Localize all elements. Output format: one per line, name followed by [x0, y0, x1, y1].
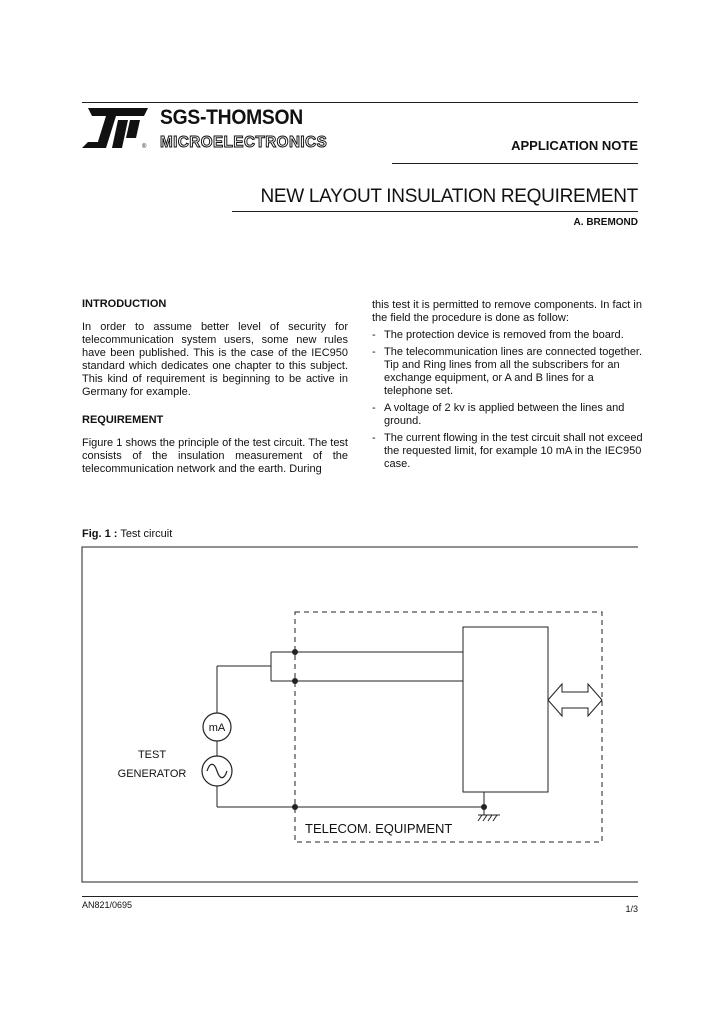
title-rule — [232, 211, 638, 212]
list-item: - A voltage of 2 kv is applied between the lines and ground. — [372, 402, 644, 428]
junction-dot — [292, 804, 298, 810]
figure-caption-text: Test circuit — [120, 528, 173, 540]
junction-dot — [292, 649, 298, 655]
requirement-text: Figure 1 shows the principle of the test circuit. The test consists of the insulation measurement of the telecommunication network and the earth. During — [82, 437, 348, 475]
requirement-continuation: this test it is permitted to remove components. In fact in the field the procedure is done as follow: — [372, 299, 642, 324]
author: A. BREMOND — [573, 217, 638, 228]
procedure-list — [372, 329, 644, 475]
brand-subtitle: MICROELECTRONICS — [160, 134, 328, 151]
junction-dot — [292, 678, 298, 684]
generator-label-1: TEST — [137, 749, 167, 761]
generator-label-2: GENERATOR — [117, 768, 187, 780]
figure-caption-label: Fig. 1 : — [82, 528, 118, 540]
svg-text:®: ® — [142, 144, 147, 150]
page-number: 1/3 — [625, 904, 638, 914]
document-type: APPLICATION NOTE — [511, 138, 638, 153]
bidirectional-arrow-icon — [548, 684, 602, 716]
st-logo — [82, 108, 152, 157]
ammeter-label: mA — [208, 722, 226, 734]
equipment-label: TELECOM. EQUIPMENT — [305, 821, 453, 836]
st-logo-icon — [82, 108, 152, 152]
ground-icon — [478, 807, 500, 821]
list-item: - The current flowing in the test circuit shall not exceed the requested limit, for example 10 mA in the IEC950 case. — [372, 432, 644, 471]
figure-caption — [82, 528, 172, 540]
introduction-text: In order to assume better level of security for telecommunication system users, some new rules have been published. This is the case of the IEC950 standard which dedicates one chapter to this subject. This kind of requirement is beginning to be active in Germany for example. — [82, 321, 348, 398]
brand-name: SGS-THOMSON — [160, 106, 303, 129]
introduction-heading: INTRODUCTION — [82, 298, 167, 310]
header-rule — [392, 163, 638, 164]
board-box — [463, 627, 548, 792]
top-rule — [82, 102, 638, 103]
list-item: - The telecommunication lines are connected together. Tip and Ring lines from all the subscribers for an exchange equipment, or A and B lines for a telephone set. — [372, 346, 644, 398]
list-item: - The protection device is removed from the board. — [372, 329, 644, 342]
footer-rule — [82, 896, 638, 897]
document-code: AN821/0695 — [82, 900, 133, 910]
test-circuit-diagram — [0, 540, 720, 890]
requirement-heading: REQUIREMENT — [82, 414, 164, 426]
page-title: NEW LAYOUT INSULATION REQUIREMENT — [260, 186, 638, 207]
